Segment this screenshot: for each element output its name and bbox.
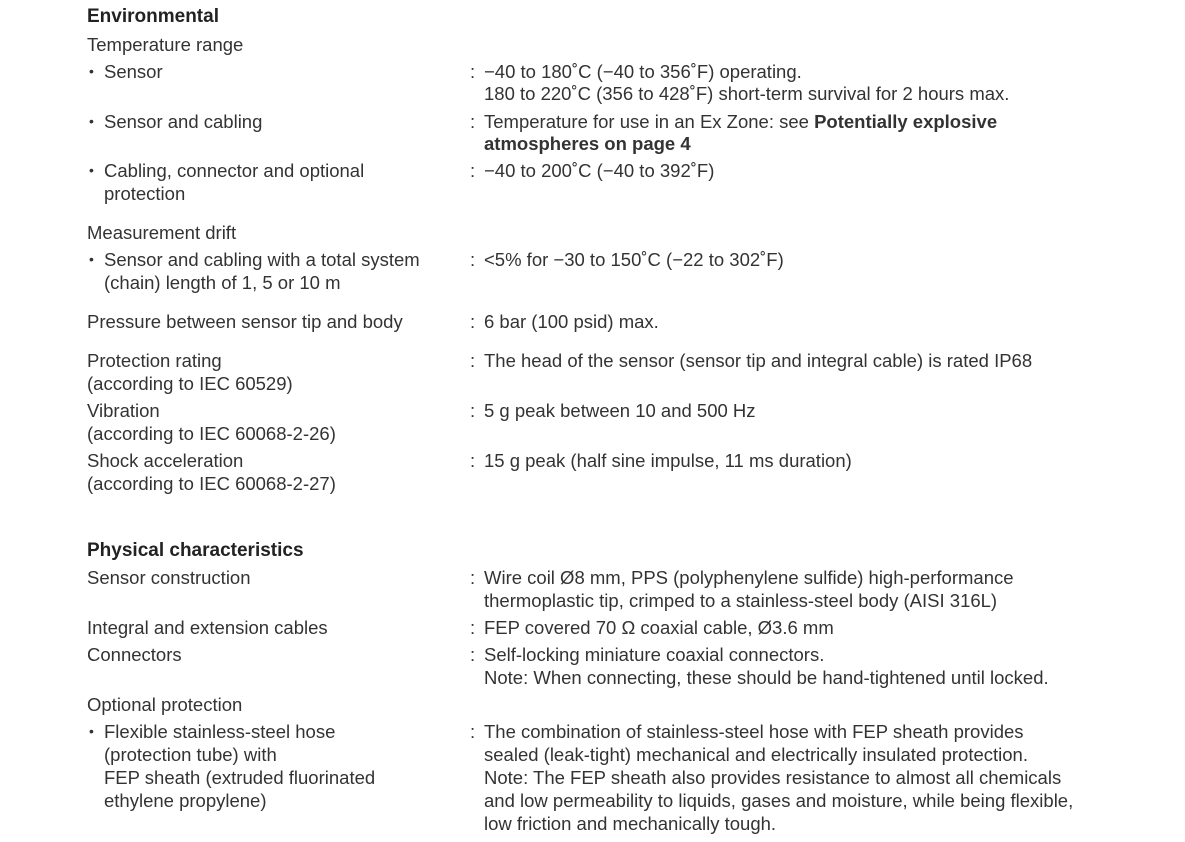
connectors-note: Note: When connecting, these should be hand-tightened until locked. [484,667,1049,688]
bullet-icon: • [89,113,94,129]
temperature-range-label: Temperature range [87,34,244,55]
sensor-cabling-label: Sensor and cabling [104,111,263,132]
optional-item-line4: ethylene propylene) [104,790,267,811]
colon: : [470,400,476,421]
sensor-construction-value-cont: thermoplastic tip, crimped to a stainless-steel body (AISI 316L) [484,590,998,611]
connectors-value: Self-locking miniature coaxial connectors. [484,644,825,665]
colon: : [470,311,476,332]
optional-item-line2: (protection tube) with [104,744,277,765]
optional-value-line4: and low permeability to liquids, gases and moisture, while being flexible, [484,790,1074,811]
sensor-cabling-value [484,110,997,133]
colon: : [470,644,476,665]
sensor-construction-label: Sensor construction [87,567,251,588]
optional-value-line2: sealed (leak-tight) mechanical and electrically insulated protection. [484,744,1028,765]
cabling-connector-label-cont: protection [104,183,186,204]
optional-value-line3: Note: The FEP sheath also provides resistance to almost all chemicals [484,767,1062,788]
connectors-label: Connectors [87,644,182,665]
colon: : [470,350,476,371]
sensor-construction-value: Wire coil Ø8 mm, PPS (polyphenylene sulfide) high-performance [484,567,1014,588]
bullet-icon: • [89,251,94,267]
cabling-connector-value: −40 to 200˚C (−40 to 392˚F) [484,160,715,181]
cables-value: FEP covered 70 Ω coaxial cable, Ø3.6 mm [484,617,834,638]
cabling-connector-label: Cabling, connector and optional [104,160,365,181]
pressure-label: Pressure between sensor tip and body [87,311,403,332]
colon: : [470,721,476,742]
optional-value-line1: The combination of stainless-steel hose with FEP sheath provides [484,721,1024,742]
vibration-label: Vibration [87,400,160,421]
shock-value: 15 g peak (half sine impulse, 11 ms duration) [484,450,852,471]
optional-item-line3: FEP sheath (extruded fluorinated [104,767,376,788]
optional-protection-label: Optional protection [87,694,243,715]
sensor-temp-operating: −40 to 180˚C (−40 to 356˚F) operating. [484,61,802,82]
bullet-icon: • [89,723,94,739]
colon: : [470,450,476,471]
shock-label: Shock acceleration [87,450,244,471]
bullet-icon: • [89,63,94,79]
drift-item-label-cont: (chain) length of 1, 5 or 10 m [104,272,341,293]
vibration-value: 5 g peak between 10 and 500 Hz [484,400,756,421]
protection-rating-value: The head of the sensor (sensor tip and integral cable) is rated IP68 [484,350,1033,371]
sensor-label: Sensor [104,61,163,82]
drift-item-label: Sensor and cabling with a total system [104,249,420,270]
explosive-atmospheres-link[interactable]: Potentially explosive [814,111,998,132]
protection-rating-standard: (according to IEC 60529) [87,373,293,394]
colon: : [470,617,476,638]
explosive-atmospheres-link-cont[interactable]: atmospheres on page 4 [484,133,691,154]
section-heading-physical: Physical characteristics [87,540,304,561]
shock-standard: (according to IEC 60068-2-27) [87,473,336,494]
colon: : [470,567,476,588]
sensor-temp-survival: 180 to 220˚C (356 to 428˚F) short-term survival for 2 hours max. [484,83,1010,104]
bullet-icon: • [89,162,94,178]
protection-rating-label: Protection rating [87,350,222,371]
colon: : [470,160,476,181]
colon: : [470,111,476,132]
vibration-standard: (according to IEC 60068-2-26) [87,423,336,444]
colon: : [470,61,476,82]
ex-zone-text: Temperature for use in an Ex Zone: see [484,111,815,132]
pressure-value: 6 bar (100 psid) max. [484,311,659,332]
drift-value: <5% for −30 to 150˚C (−22 to 302˚F) [484,249,784,270]
optional-item-line1: Flexible stainless-steel hose [104,721,336,742]
optional-value-line5: low friction and mechanically tough. [484,813,777,834]
colon: : [470,249,476,270]
section-heading-environmental: Environmental [87,6,219,27]
cables-label: Integral and extension cables [87,617,328,638]
measurement-drift-label: Measurement drift [87,222,237,243]
